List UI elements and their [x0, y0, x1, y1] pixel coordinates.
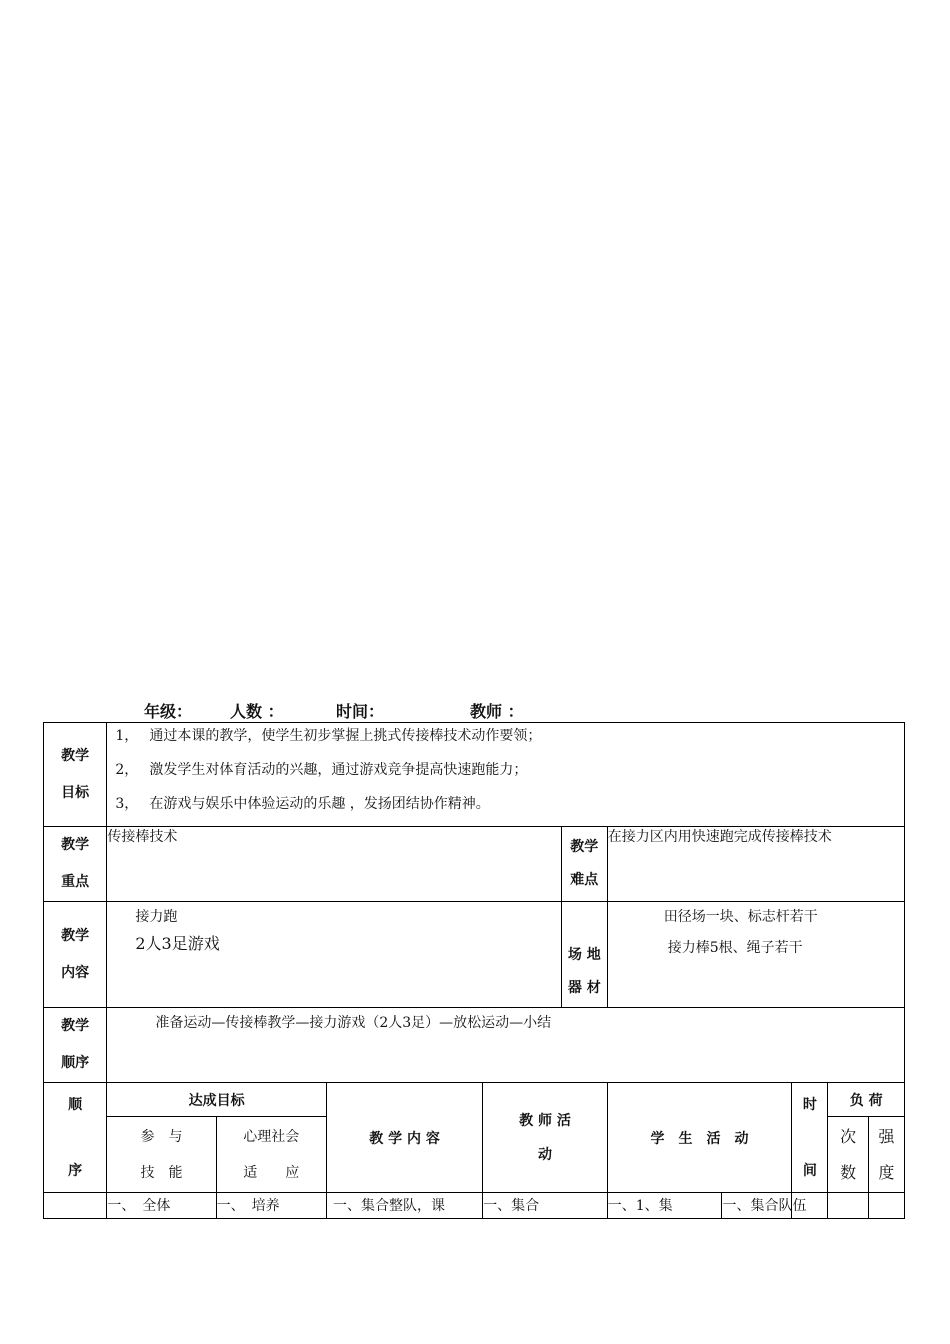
key-points-label: 教学 重点 — [44, 827, 107, 902]
intensity-cell — [868, 1193, 904, 1219]
teacher-label: 教师 ： — [470, 702, 524, 721]
sequence-text: 准备运动—传接棒教学—接力游戏（2人3足）—放松运动—小结 — [107, 1008, 905, 1083]
social-adaptation-header: 心理社会 适 应 — [216, 1117, 326, 1193]
teacher-activity-cell: 一、集合 — [483, 1193, 608, 1219]
grade-label: 年级： — [144, 702, 193, 721]
student-activity-cell-b: 一、集合队伍 — [722, 1193, 792, 1219]
key-points-content: 传接棒技术 — [107, 827, 561, 902]
load-header: 负 荷 — [828, 1083, 905, 1117]
student-count-label: 人数 ： — [230, 702, 284, 721]
order-header: 顺 序 — [44, 1083, 107, 1193]
student-activity-header: 学 生 活 动 — [607, 1083, 792, 1193]
venue-label: 场 地 器 材 — [561, 902, 607, 1008]
venue-content — [607, 902, 904, 1008]
teaching-content-cell: 一、集合整队，课 — [326, 1193, 482, 1219]
sequence-row — [44, 1008, 905, 1083]
participation-skill-header: 参 与 技 能 — [107, 1117, 216, 1193]
sequence-label: 教学 顺序 — [44, 1008, 107, 1083]
student-activity-cell-a: 一、1、集 — [607, 1193, 722, 1219]
process-header-row — [44, 1083, 905, 1117]
social-cell: 一、 培养 — [216, 1193, 326, 1219]
order-cell — [44, 1193, 107, 1219]
objectives-list — [107, 723, 905, 827]
objective-item: 2， 激发学生对体育活动的兴趣，通过游戏竞争提高快速跑能力； — [115, 762, 528, 778]
goals-header: 达成目标 — [107, 1083, 327, 1117]
key-points-row — [44, 827, 905, 902]
participation-cell: 一、 全体 — [107, 1193, 216, 1219]
frequency-cell — [828, 1193, 868, 1219]
intensity-header: 强 度 — [868, 1117, 904, 1193]
lesson-header — [0, 697, 950, 721]
objectives-label: 教学 目标 — [44, 723, 107, 827]
objectives-row — [44, 723, 905, 827]
time-label: 时间： — [336, 702, 385, 721]
objective-item: 3， 在游戏与娱乐中体验运动的乐趣 ，发扬团结协作精神。 — [115, 796, 490, 812]
time-header: 时 间 — [792, 1083, 828, 1193]
lesson-plan-table — [43, 722, 905, 1219]
content-line-1: 接力跑 — [135, 909, 178, 925]
frequency-header: 次 数 — [828, 1117, 868, 1193]
difficulty-label: 教学 难点 — [561, 827, 607, 902]
venue-line-2: 接力棒5根、绳子若干 — [667, 940, 803, 956]
content-text — [107, 902, 561, 1008]
difficulty-content: 在接力区内用快速跑完成传接棒技术 — [607, 827, 904, 902]
objective-item: 1， 通过本课的教学，使学生初步掌握上挑式传接棒技术动作要领； — [115, 728, 542, 744]
content-row — [44, 902, 905, 1008]
venue-line-1: 田径场一块、标志杆若干 — [663, 909, 818, 925]
teaching-content-header: 教 学 内 容 — [326, 1083, 482, 1193]
content-label: 教学 内容 — [44, 902, 107, 1008]
content-line-2: 2人3足游戏 — [135, 934, 220, 953]
teacher-activity-header: 教 师 活 动 — [483, 1083, 608, 1193]
table-row — [44, 1193, 905, 1219]
